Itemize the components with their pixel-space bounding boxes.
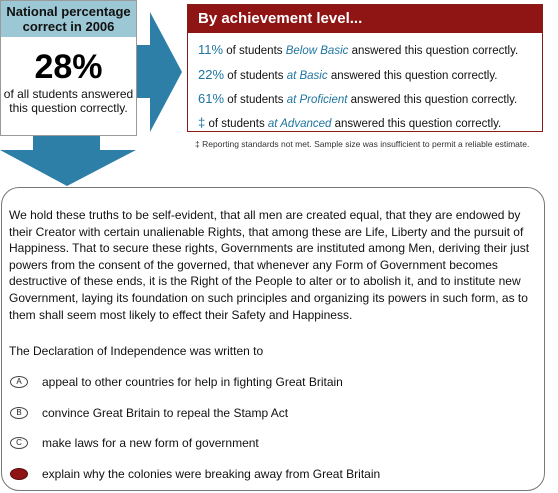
achievement-level-title: By achievement level... [188, 5, 542, 33]
achievement-level-name: at Proficient [286, 94, 348, 106]
achievement-row-post: answered this question correctly. [350, 94, 518, 106]
reporting-standards-footnote: ‡ Reporting standards not met. Sample size was insufficient to permit a reliable estimate. [195, 139, 530, 149]
achievement-percent: 11% [198, 42, 224, 57]
national-percentage-panel [0, 0, 137, 136]
achievement-percent: ‡ [198, 115, 206, 130]
choice-bubble-d-filled[interactable] [10, 468, 28, 480]
choice-text: convince Great Britain to repeal the Stamp Act [42, 406, 289, 420]
question-panel [1, 187, 545, 491]
achievement-row-pre: of students [227, 94, 284, 106]
achievement-level-name: Below Basic [285, 45, 349, 57]
achievement-level-name: at Advanced [267, 118, 332, 130]
national-percent-value: 28% [34, 48, 103, 86]
choice-bubble-b[interactable]: B [10, 407, 28, 419]
achievement-row [198, 115, 501, 130]
down-arrow-icon [0, 136, 136, 186]
national-percentage-title: National percentage correct in 2006 [1, 1, 136, 37]
achievement-row-post: answered this question correctly. [330, 70, 498, 82]
achievement-row-pre: of students [208, 118, 265, 130]
achievement-percent: 61% [198, 91, 225, 106]
achievement-row [198, 91, 517, 106]
right-arrow-icon [137, 12, 182, 132]
choice-text: explain why the colonies were breaking away from Great Britain [42, 467, 381, 481]
achievement-percent: 22% [198, 67, 225, 82]
national-percent-caption: of all students answered this question correctly. [3, 87, 134, 115]
question-stem: The Declaration of Independence was written to [9, 344, 264, 358]
choice-text: make laws for a new form of government [42, 436, 259, 450]
choice-text: appeal to other countries for help in fighting Great Britain [42, 375, 343, 389]
choice-bubble-c[interactable]: C [10, 437, 28, 449]
achievement-row-post: answered this question correctly. [351, 45, 519, 57]
achievement-row [198, 42, 518, 57]
achievement-row-pre: of students [226, 45, 283, 57]
choice-bubble-a[interactable]: A [10, 376, 28, 388]
achievement-level-panel [187, 4, 543, 132]
achievement-level-name: at Basic [286, 70, 328, 82]
achievement-row-post: answered this question correctly. [334, 118, 502, 130]
achievement-row [198, 67, 497, 82]
declaration-passage: We hold these truths to be self-evident, that all men are created equal, that they are endowed by their Creator with certain unalienable Rights, that among these are Life, Liberty and the pursuit of Happiness. That to secure these rights, Governments are instituted among Men, deriving their just powers from the consent of the governed, that whenever any Form of Government becomes destructive of these ends, it is the Right of the People to alter or to abolish it, and to institute new Government, laying its foundation on such principles and organizing its powers in such form, as to them shall seem most likely to effect their Safety and Happiness. [9, 208, 530, 322]
achievement-row-pre: of students [227, 70, 284, 82]
